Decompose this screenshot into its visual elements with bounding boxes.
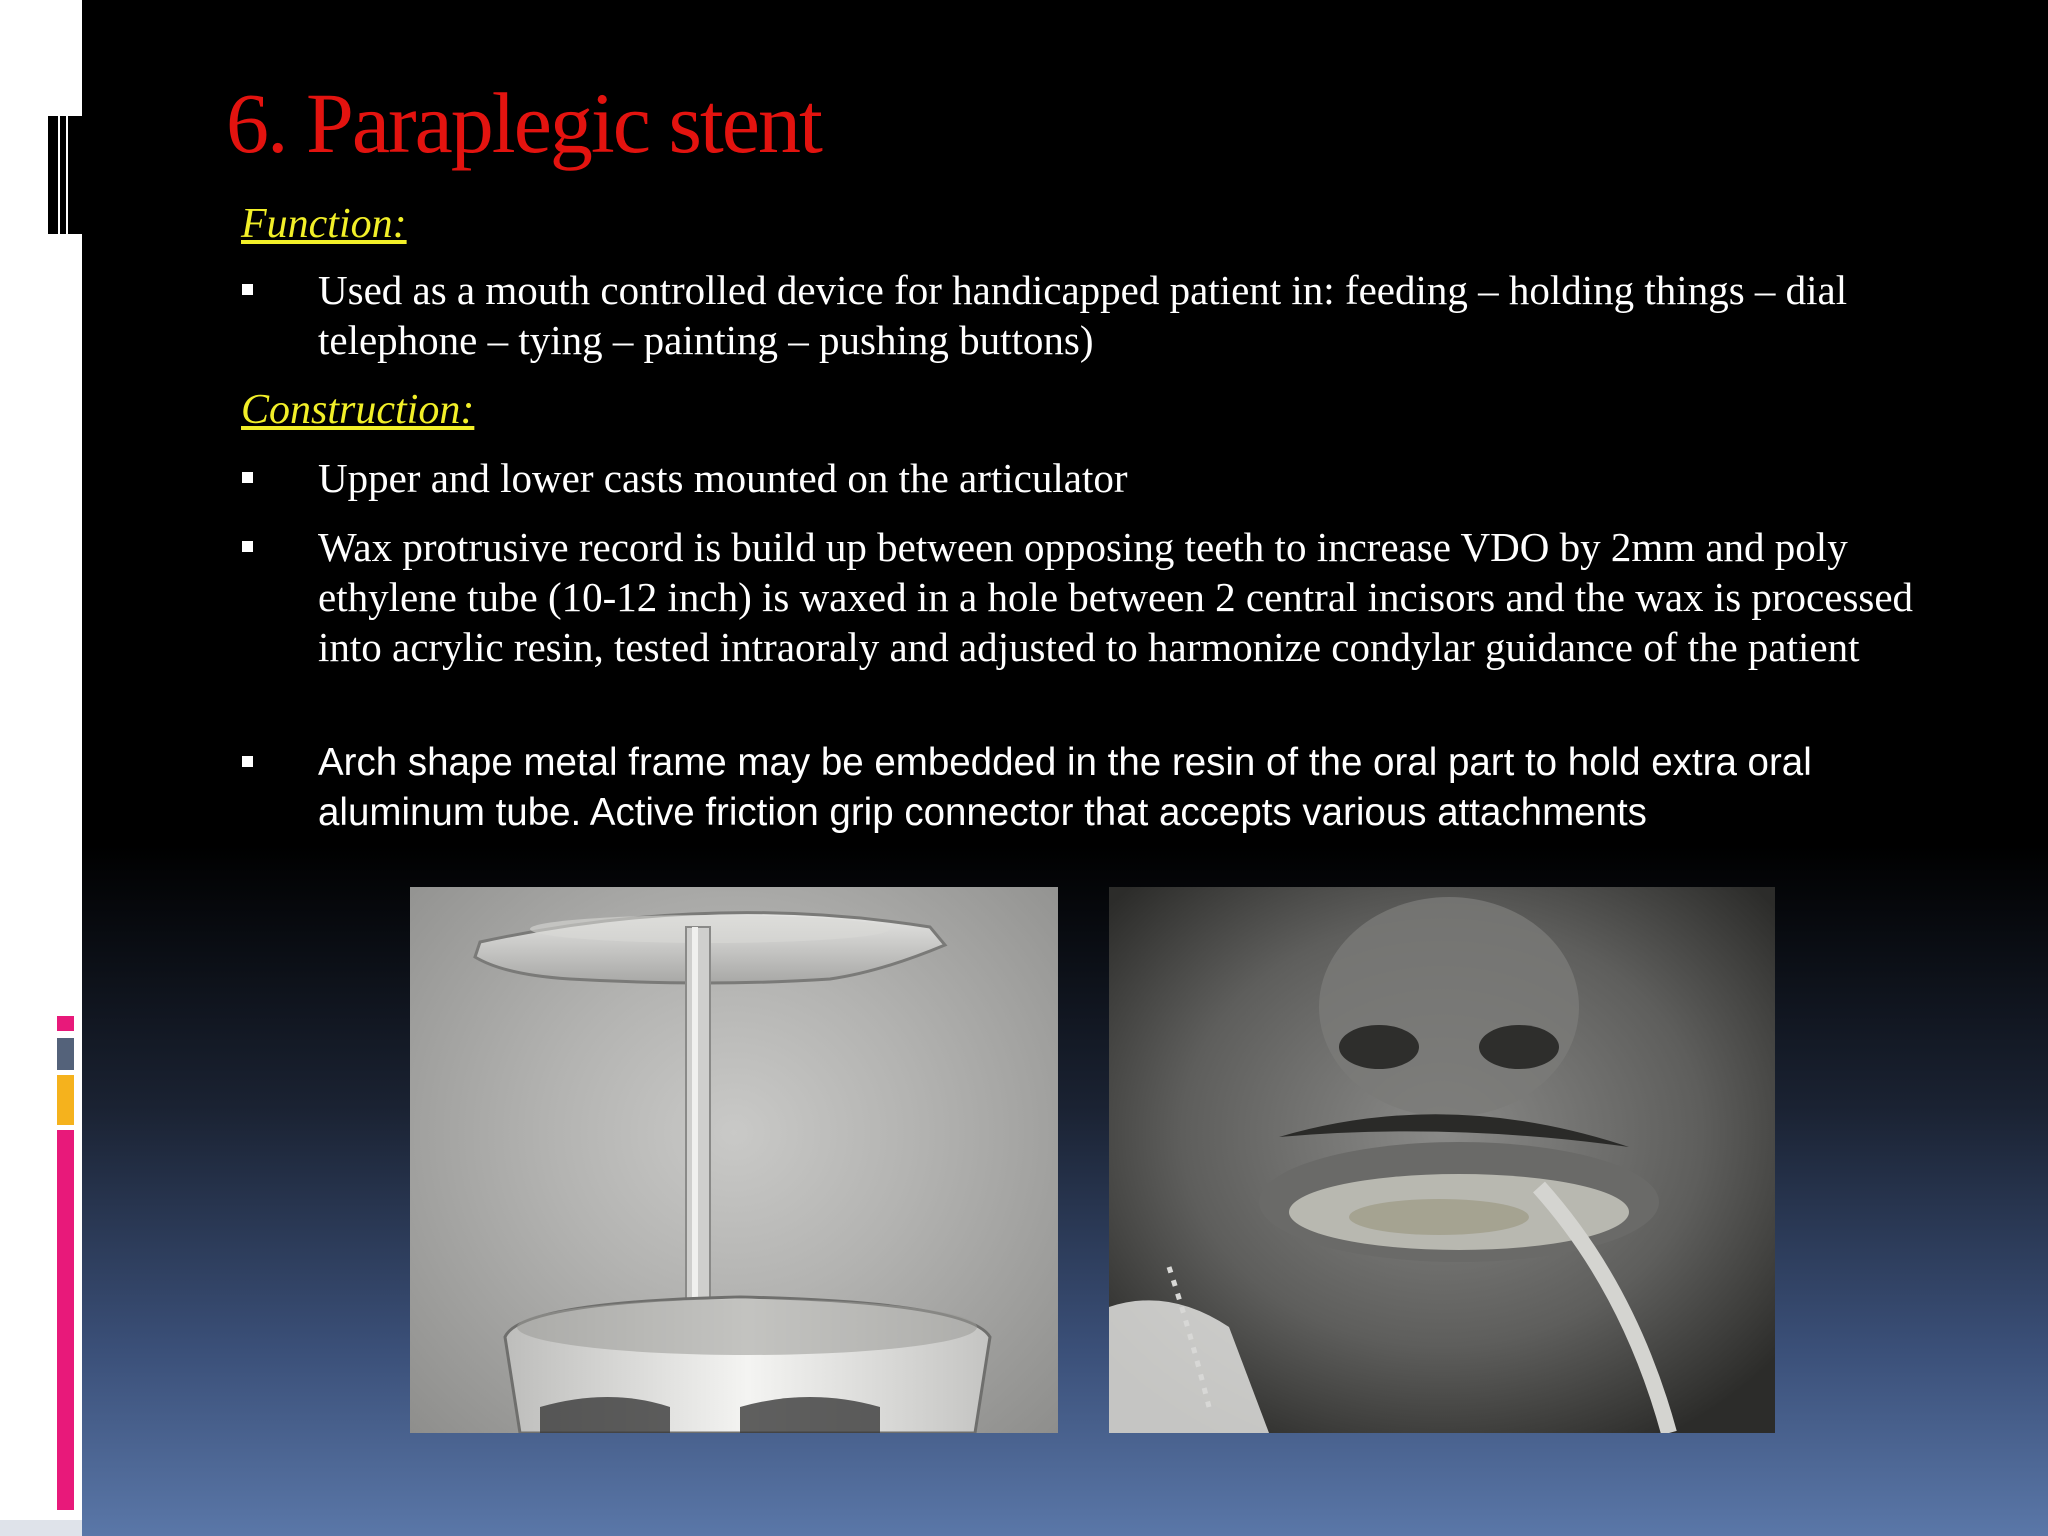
deco-bar-pink-small xyxy=(57,1016,74,1031)
construction-bullet-text: Arch shape metal frame may be embedded in the resin of the oral part to hold extra oral aluminum tube. Active friction grip connector that accepts various attachments xyxy=(318,741,1812,834)
stent-illustration xyxy=(410,887,1058,1433)
construction-bullet-text: Wax protrusive record is build up between opposing teeth to increase VDO by 2mm and poly ethylene tube (10-12 inch) is waxed in a hole between 2 central incisors and the wax is processed into acrylic resin, tested intraoraly and adjusted to harmonize condylar guidance of the patient xyxy=(318,524,1914,670)
bullet-marker xyxy=(242,284,253,295)
slide-title: 6. Paraplegic stent xyxy=(226,75,821,171)
stent-with-tube-photo xyxy=(410,887,1058,1433)
deco-bar-top-3 xyxy=(68,116,82,234)
deco-bar-top-2 xyxy=(60,116,66,234)
deco-bar-top-1 xyxy=(48,116,58,234)
patient-using-stent-photo xyxy=(1109,887,1775,1433)
construction-heading: Construction: xyxy=(241,387,475,433)
bullet-marker xyxy=(242,756,253,767)
bullet-marker xyxy=(242,541,253,552)
deco-bar-pink-long xyxy=(57,1130,74,1510)
deco-bar-gold xyxy=(57,1075,74,1125)
bottom-left-corner xyxy=(0,1520,82,1536)
deco-bar-slate xyxy=(57,1038,74,1070)
construction-bullet-text: Upper and lower casts mounted on the articulator xyxy=(318,455,1128,501)
patient-illustration xyxy=(1109,887,1775,1433)
function-bullet-text: Used as a mouth controlled device for handicapped patient in: feeding – holding things – dial telephone – tying – painting – pushing buttons) xyxy=(318,267,1848,363)
bullet-marker xyxy=(242,472,253,483)
function-heading: Function: xyxy=(241,201,407,247)
